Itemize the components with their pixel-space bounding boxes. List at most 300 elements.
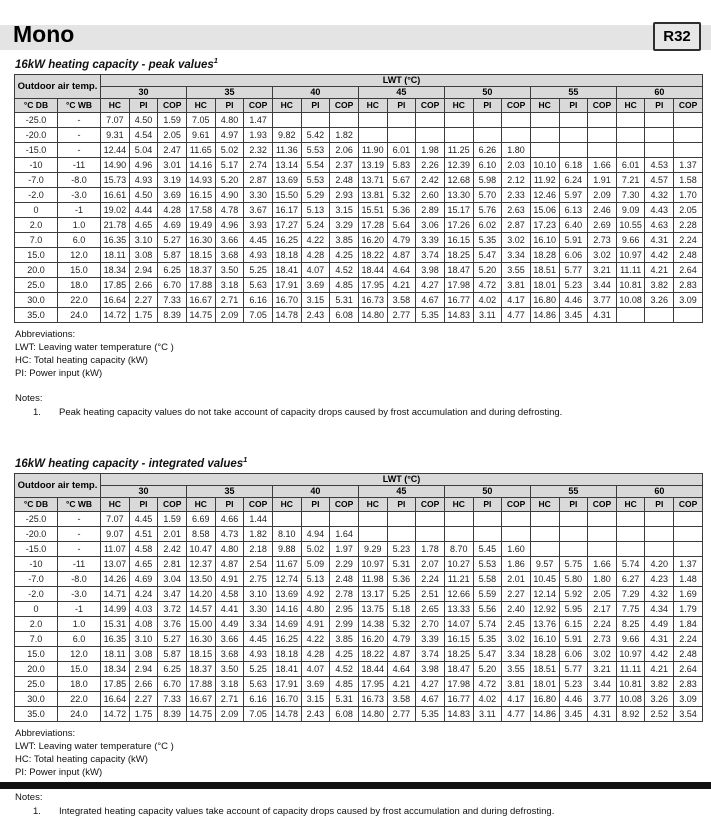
value-cell: 14.16 xyxy=(186,157,215,172)
value-cell: 5.35 xyxy=(473,631,502,646)
value-cell: 2.94 xyxy=(129,661,158,676)
value-cell: 5.91 xyxy=(559,232,588,247)
value-cell: 16.73 xyxy=(358,292,387,307)
value-cell: 14.78 xyxy=(272,706,301,721)
value-cell xyxy=(530,112,559,127)
wb-cell: 22.0 xyxy=(58,292,101,307)
value-cell: 2.64 xyxy=(674,661,703,676)
value-cell: 4.64 xyxy=(387,262,416,277)
metric-header: COP xyxy=(158,98,187,112)
value-cell: 5.35 xyxy=(473,232,502,247)
value-cell: 1.91 xyxy=(588,172,617,187)
value-cell: 18.44 xyxy=(358,262,387,277)
metric-header: PI xyxy=(473,98,502,112)
value-cell: 1.37 xyxy=(674,157,703,172)
metric-header: HC xyxy=(101,98,130,112)
value-cell: 3.08 xyxy=(129,247,158,262)
value-cell: 2.83 xyxy=(674,277,703,292)
value-cell: 4.90 xyxy=(215,187,244,202)
value-cell xyxy=(645,526,674,541)
value-cell: 4.69 xyxy=(129,571,158,586)
value-cell: 2.09 xyxy=(215,307,244,322)
value-cell: 15.06 xyxy=(530,202,559,217)
value-cell: 1.75 xyxy=(129,307,158,322)
wb-cell: 22.0 xyxy=(58,691,101,706)
value-cell: 4.28 xyxy=(301,646,330,661)
value-cell: 17.28 xyxy=(358,217,387,232)
value-cell: 6.25 xyxy=(158,661,187,676)
value-cell: 4.22 xyxy=(301,631,330,646)
value-cell xyxy=(616,307,645,322)
value-cell: 18.25 xyxy=(444,247,473,262)
value-cell xyxy=(588,127,617,142)
value-cell: 2.01 xyxy=(158,526,187,541)
metric-header: COP xyxy=(588,98,617,112)
table-row xyxy=(15,262,703,277)
value-cell: 15.73 xyxy=(101,172,130,187)
wb-cell: - xyxy=(58,112,101,127)
value-cell: 2.05 xyxy=(158,127,187,142)
value-cell: 2.32 xyxy=(244,142,273,157)
value-cell: 14.57 xyxy=(186,601,215,616)
metric-header: PI xyxy=(215,98,244,112)
metric-header: COP xyxy=(330,497,359,511)
value-cell: 9.66 xyxy=(616,232,645,247)
value-cell xyxy=(559,142,588,157)
value-cell: 13.71 xyxy=(358,172,387,187)
value-cell: 5.45 xyxy=(473,541,502,556)
value-cell: 6.06 xyxy=(559,247,588,262)
metric-header: HC xyxy=(444,98,473,112)
value-cell: 3.06 xyxy=(416,217,445,232)
value-cell: 16.64 xyxy=(101,691,130,706)
value-cell: 5.74 xyxy=(473,616,502,631)
value-cell: 12.37 xyxy=(186,556,215,571)
value-cell: 5.20 xyxy=(473,262,502,277)
value-cell: 1.80 xyxy=(588,571,617,586)
value-cell: 2.51 xyxy=(416,586,445,601)
value-cell: 14.72 xyxy=(101,307,130,322)
note-item xyxy=(15,805,711,818)
db-header: °C DB xyxy=(15,497,58,511)
value-cell: 3.98 xyxy=(416,262,445,277)
metric-header: PI xyxy=(387,497,416,511)
value-cell: 13.19 xyxy=(358,157,387,172)
value-cell: 3.11 xyxy=(473,706,502,721)
value-cell: 5.63 xyxy=(244,676,273,691)
value-cell: 7.05 xyxy=(244,307,273,322)
value-cell: 17.26 xyxy=(444,217,473,232)
value-cell: 16.70 xyxy=(272,292,301,307)
value-cell: 18.41 xyxy=(272,262,301,277)
header-row xyxy=(15,497,703,511)
value-cell: 6.15 xyxy=(559,616,588,631)
value-cell: 3.39 xyxy=(416,232,445,247)
metric-header: COP xyxy=(416,497,445,511)
value-cell: 18.18 xyxy=(272,247,301,262)
value-cell: 13.69 xyxy=(272,172,301,187)
value-cell: 4.50 xyxy=(129,187,158,202)
page-title: Mono xyxy=(13,21,75,47)
value-cell: 6.01 xyxy=(616,157,645,172)
wb-cell: 6.0 xyxy=(58,232,101,247)
value-cell: 3.55 xyxy=(502,661,531,676)
metric-header: COP xyxy=(244,98,273,112)
value-cell: 12.66 xyxy=(444,586,473,601)
value-cell: 4.67 xyxy=(416,691,445,706)
value-cell: 4.53 xyxy=(645,157,674,172)
value-cell xyxy=(645,541,674,556)
value-cell: 7.07 xyxy=(101,511,130,526)
value-cell: 4.17 xyxy=(502,691,531,706)
value-cell: 9.31 xyxy=(101,127,130,142)
value-cell: 5.36 xyxy=(387,571,416,586)
value-cell: 8.39 xyxy=(158,307,187,322)
db-cell: 25.0 xyxy=(15,676,58,691)
db-cell: -10 xyxy=(15,157,58,172)
value-cell: 3.26 xyxy=(645,691,674,706)
value-cell: 4.49 xyxy=(215,616,244,631)
value-cell: 4.21 xyxy=(645,262,674,277)
table-row xyxy=(15,112,703,127)
value-cell: 17.91 xyxy=(272,277,301,292)
value-cell: 3.15 xyxy=(301,292,330,307)
metric-header: HC xyxy=(186,497,215,511)
value-cell: 18.25 xyxy=(444,646,473,661)
db-cell: 15.0 xyxy=(15,247,58,262)
metric-header: HC xyxy=(530,497,559,511)
value-cell: 4.31 xyxy=(645,631,674,646)
value-cell: 1.47 xyxy=(244,112,273,127)
value-cell: 4.52 xyxy=(330,262,359,277)
value-cell xyxy=(502,526,531,541)
abbreviation-item: HC: Total heating capacity (kW) xyxy=(15,354,148,366)
value-cell: 17.27 xyxy=(272,217,301,232)
value-cell: 2.43 xyxy=(301,307,330,322)
note-number: 1. xyxy=(33,406,41,418)
value-cell: 1.69 xyxy=(674,586,703,601)
value-cell: 2.05 xyxy=(674,202,703,217)
value-cell: 4.73 xyxy=(215,526,244,541)
value-cell: 4.49 xyxy=(645,616,674,631)
abbreviations-block-1 xyxy=(15,328,711,380)
value-cell xyxy=(559,541,588,556)
value-cell: 16.70 xyxy=(272,691,301,706)
value-cell: 5.18 xyxy=(387,601,416,616)
value-cell: 5.77 xyxy=(559,661,588,676)
value-cell: 3.39 xyxy=(416,631,445,646)
value-cell: 4.87 xyxy=(387,247,416,262)
value-cell: 6.27 xyxy=(616,571,645,586)
value-cell: 3.18 xyxy=(215,676,244,691)
refrigerant-badge: R32 xyxy=(653,22,701,51)
value-cell: 12.44 xyxy=(101,142,130,157)
value-cell: 14.07 xyxy=(444,616,473,631)
value-cell: 5.97 xyxy=(559,187,588,202)
note-item xyxy=(15,406,711,419)
value-cell xyxy=(387,511,416,526)
metric-header: PI xyxy=(129,497,158,511)
value-cell: 2.77 xyxy=(387,706,416,721)
value-cell: 11.07 xyxy=(101,541,130,556)
metric-header: PI xyxy=(387,98,416,112)
db-cell: 25.0 xyxy=(15,277,58,292)
value-cell: 18.51 xyxy=(530,262,559,277)
value-cell: 2.64 xyxy=(674,262,703,277)
value-cell xyxy=(416,526,445,541)
title-band xyxy=(0,21,711,50)
value-cell xyxy=(588,541,617,556)
value-cell: 4.77 xyxy=(502,307,531,322)
value-cell: 4.21 xyxy=(387,277,416,292)
value-cell: 3.81 xyxy=(502,277,531,292)
value-cell: 2.87 xyxy=(502,217,531,232)
value-cell: 2.01 xyxy=(502,571,531,586)
table-row xyxy=(15,706,703,721)
metric-header: COP xyxy=(244,497,273,511)
value-cell: 18.28 xyxy=(530,646,559,661)
value-cell: 6.70 xyxy=(158,676,187,691)
value-cell: 5.25 xyxy=(244,262,273,277)
value-cell: 3.21 xyxy=(588,661,617,676)
table-row xyxy=(15,202,703,217)
value-cell: 5.02 xyxy=(215,142,244,157)
wb-cell: -1 xyxy=(58,601,101,616)
value-cell: 5.64 xyxy=(387,217,416,232)
value-cell: 10.97 xyxy=(358,556,387,571)
value-cell: 3.18 xyxy=(215,277,244,292)
value-cell: 16.15 xyxy=(444,631,473,646)
value-cell xyxy=(588,112,617,127)
value-cell: 4.91 xyxy=(215,571,244,586)
wb-cell: 15.0 xyxy=(58,661,101,676)
value-cell: 11.21 xyxy=(444,571,473,586)
lwt-temp-header: 50 xyxy=(444,86,530,98)
db-cell: -25.0 xyxy=(15,511,58,526)
table-row xyxy=(15,646,703,661)
lwt-temp-header: 55 xyxy=(530,485,616,497)
integrated-values-table xyxy=(14,473,703,722)
value-cell: 5.27 xyxy=(158,232,187,247)
value-cell: 3.69 xyxy=(301,277,330,292)
value-cell: 14.38 xyxy=(358,616,387,631)
value-cell: 5.35 xyxy=(416,307,445,322)
value-cell: 4.87 xyxy=(215,556,244,571)
value-cell: 5.87 xyxy=(158,646,187,661)
value-cell: 1.59 xyxy=(158,511,187,526)
metric-header: PI xyxy=(129,98,158,112)
value-cell: 2.87 xyxy=(244,172,273,187)
metric-header: HC xyxy=(272,497,301,511)
page-content xyxy=(0,50,711,818)
value-cell: 2.33 xyxy=(502,187,531,202)
value-cell: 3.93 xyxy=(244,217,273,232)
value-cell: 4.24 xyxy=(129,586,158,601)
table-caption-integrated: 16kW heating capacity - integrated values$^1$ xyxy=(15,454,248,470)
value-cell: 5.20 xyxy=(215,172,244,187)
value-cell: 13.81 xyxy=(358,187,387,202)
metric-header: HC xyxy=(358,497,387,511)
value-cell: 5.24 xyxy=(301,217,330,232)
metric-header: COP xyxy=(674,98,703,112)
value-cell: 7.33 xyxy=(158,691,187,706)
value-cell: 2.95 xyxy=(330,601,359,616)
value-cell: 2.66 xyxy=(129,277,158,292)
value-cell: 9.57 xyxy=(530,556,559,571)
value-cell: 2.24 xyxy=(416,571,445,586)
value-cell: 5.32 xyxy=(387,616,416,631)
value-cell: 4.80 xyxy=(215,541,244,556)
value-cell xyxy=(387,526,416,541)
db-cell: 2.0 xyxy=(15,616,58,631)
table-row xyxy=(15,157,703,172)
value-cell: 5.23 xyxy=(387,541,416,556)
value-cell: 16.35 xyxy=(101,232,130,247)
value-cell: 8.92 xyxy=(616,706,645,721)
value-cell: 5.42 xyxy=(301,127,330,142)
value-cell xyxy=(358,127,387,142)
value-cell: 6.16 xyxy=(244,691,273,706)
value-cell: 4.28 xyxy=(158,202,187,217)
value-cell: 2.75 xyxy=(244,571,273,586)
value-cell: 6.01 xyxy=(387,142,416,157)
value-cell: 9.61 xyxy=(186,127,215,142)
value-cell: 2.37 xyxy=(330,157,359,172)
value-cell: 2.05 xyxy=(588,586,617,601)
value-cell: 4.20 xyxy=(645,556,674,571)
value-cell: 4.63 xyxy=(645,217,674,232)
value-cell: 3.30 xyxy=(244,601,273,616)
metric-header: COP xyxy=(502,497,531,511)
value-cell: 3.10 xyxy=(129,232,158,247)
value-cell: 4.07 xyxy=(301,262,330,277)
value-cell: 10.27 xyxy=(444,556,473,571)
value-cell: 2.24 xyxy=(674,631,703,646)
value-cell: 1.75 xyxy=(129,706,158,721)
db-cell: 7.0 xyxy=(15,232,58,247)
metric-header: PI xyxy=(473,497,502,511)
value-cell xyxy=(674,526,703,541)
value-cell: 3.58 xyxy=(387,691,416,706)
metric-header: PI xyxy=(559,497,588,511)
value-cell: 18.18 xyxy=(272,646,301,661)
value-cell: 15.00 xyxy=(186,616,215,631)
wb-header: °C WB xyxy=(58,497,101,511)
value-cell: 14.80 xyxy=(358,307,387,322)
value-cell: 3.15 xyxy=(330,202,359,217)
value-cell: 16.30 xyxy=(186,232,215,247)
value-cell: 4.79 xyxy=(387,232,416,247)
table-row xyxy=(15,172,703,187)
value-cell: 15.31 xyxy=(101,616,130,631)
note-text: Peak heating capacity values do not take account of capacity drops caused by frost accumulation and during defrosting. xyxy=(59,406,563,418)
value-cell: 2.18 xyxy=(244,541,273,556)
value-cell: 3.45 xyxy=(559,307,588,322)
value-cell: 14.86 xyxy=(530,307,559,322)
wb-cell: -3.0 xyxy=(58,586,101,601)
value-cell: 1.78 xyxy=(416,541,445,556)
value-cell: 2.46 xyxy=(588,202,617,217)
value-cell: 9.66 xyxy=(616,631,645,646)
db-cell: 30.0 xyxy=(15,691,58,706)
value-cell: 10.10 xyxy=(530,157,559,172)
wb-cell: - xyxy=(58,511,101,526)
value-cell: 16.64 xyxy=(101,292,130,307)
value-cell: 9.09 xyxy=(616,202,645,217)
value-cell: 3.69 xyxy=(301,676,330,691)
value-cell xyxy=(416,127,445,142)
value-cell: 16.35 xyxy=(101,631,130,646)
value-cell: 4.32 xyxy=(645,586,674,601)
header-row xyxy=(15,473,703,485)
value-cell xyxy=(674,142,703,157)
wb-cell: 1.0 xyxy=(58,217,101,232)
value-cell: 5.59 xyxy=(473,586,502,601)
value-cell: 14.72 xyxy=(101,706,130,721)
value-cell: 3.76 xyxy=(158,616,187,631)
metric-header: PI xyxy=(301,497,330,511)
abbreviation-item: LWT: Leaving water temperature (°C ) xyxy=(15,740,174,752)
table-row xyxy=(15,187,703,202)
value-cell: 3.82 xyxy=(645,277,674,292)
value-cell: 3.04 xyxy=(158,571,187,586)
value-cell: 17.91 xyxy=(272,676,301,691)
value-cell: 1.66 xyxy=(588,157,617,172)
value-cell: 2.54 xyxy=(244,556,273,571)
value-cell: 18.37 xyxy=(186,262,215,277)
value-cell xyxy=(616,112,645,127)
lwt-temp-header: 45 xyxy=(358,485,444,497)
value-cell: 13.07 xyxy=(101,556,130,571)
value-cell: 18.22 xyxy=(358,247,387,262)
value-cell: 3.66 xyxy=(215,631,244,646)
value-cell: 5.87 xyxy=(158,247,187,262)
value-cell: 14.78 xyxy=(272,307,301,322)
db-cell: 20.0 xyxy=(15,262,58,277)
value-cell: 3.67 xyxy=(244,202,273,217)
value-cell: 18.11 xyxy=(101,247,130,262)
value-cell: 4.79 xyxy=(387,631,416,646)
lwt-header: LWT (°C) xyxy=(101,74,703,86)
value-cell xyxy=(358,511,387,526)
value-cell: 3.85 xyxy=(330,232,359,247)
value-cell: 2.29 xyxy=(330,556,359,571)
value-cell: 17.88 xyxy=(186,277,215,292)
table-row xyxy=(15,676,703,691)
abbreviations-heading: Abbreviations: xyxy=(15,727,76,739)
value-cell: 13.14 xyxy=(272,157,301,172)
value-cell: 3.54 xyxy=(674,706,703,721)
value-cell xyxy=(502,112,531,127)
value-cell xyxy=(502,127,531,142)
value-cell: 14.90 xyxy=(101,157,130,172)
value-cell: 18.34 xyxy=(101,262,130,277)
corner-header: Outdoor air temp. xyxy=(15,74,101,98)
value-cell: 3.69 xyxy=(158,187,187,202)
value-cell: 14.99 xyxy=(101,601,130,616)
value-cell: 10.55 xyxy=(616,217,645,232)
wb-cell: 1.0 xyxy=(58,616,101,631)
value-cell: 5.27 xyxy=(158,631,187,646)
value-cell: 11.67 xyxy=(272,556,301,571)
value-cell: 2.66 xyxy=(129,676,158,691)
value-cell: 17.88 xyxy=(186,676,215,691)
header-row xyxy=(15,86,703,98)
value-cell: 18.15 xyxy=(186,247,215,262)
value-cell: 16.20 xyxy=(358,232,387,247)
lwt-temp-header: 30 xyxy=(101,86,187,98)
value-cell: 2.71 xyxy=(215,691,244,706)
